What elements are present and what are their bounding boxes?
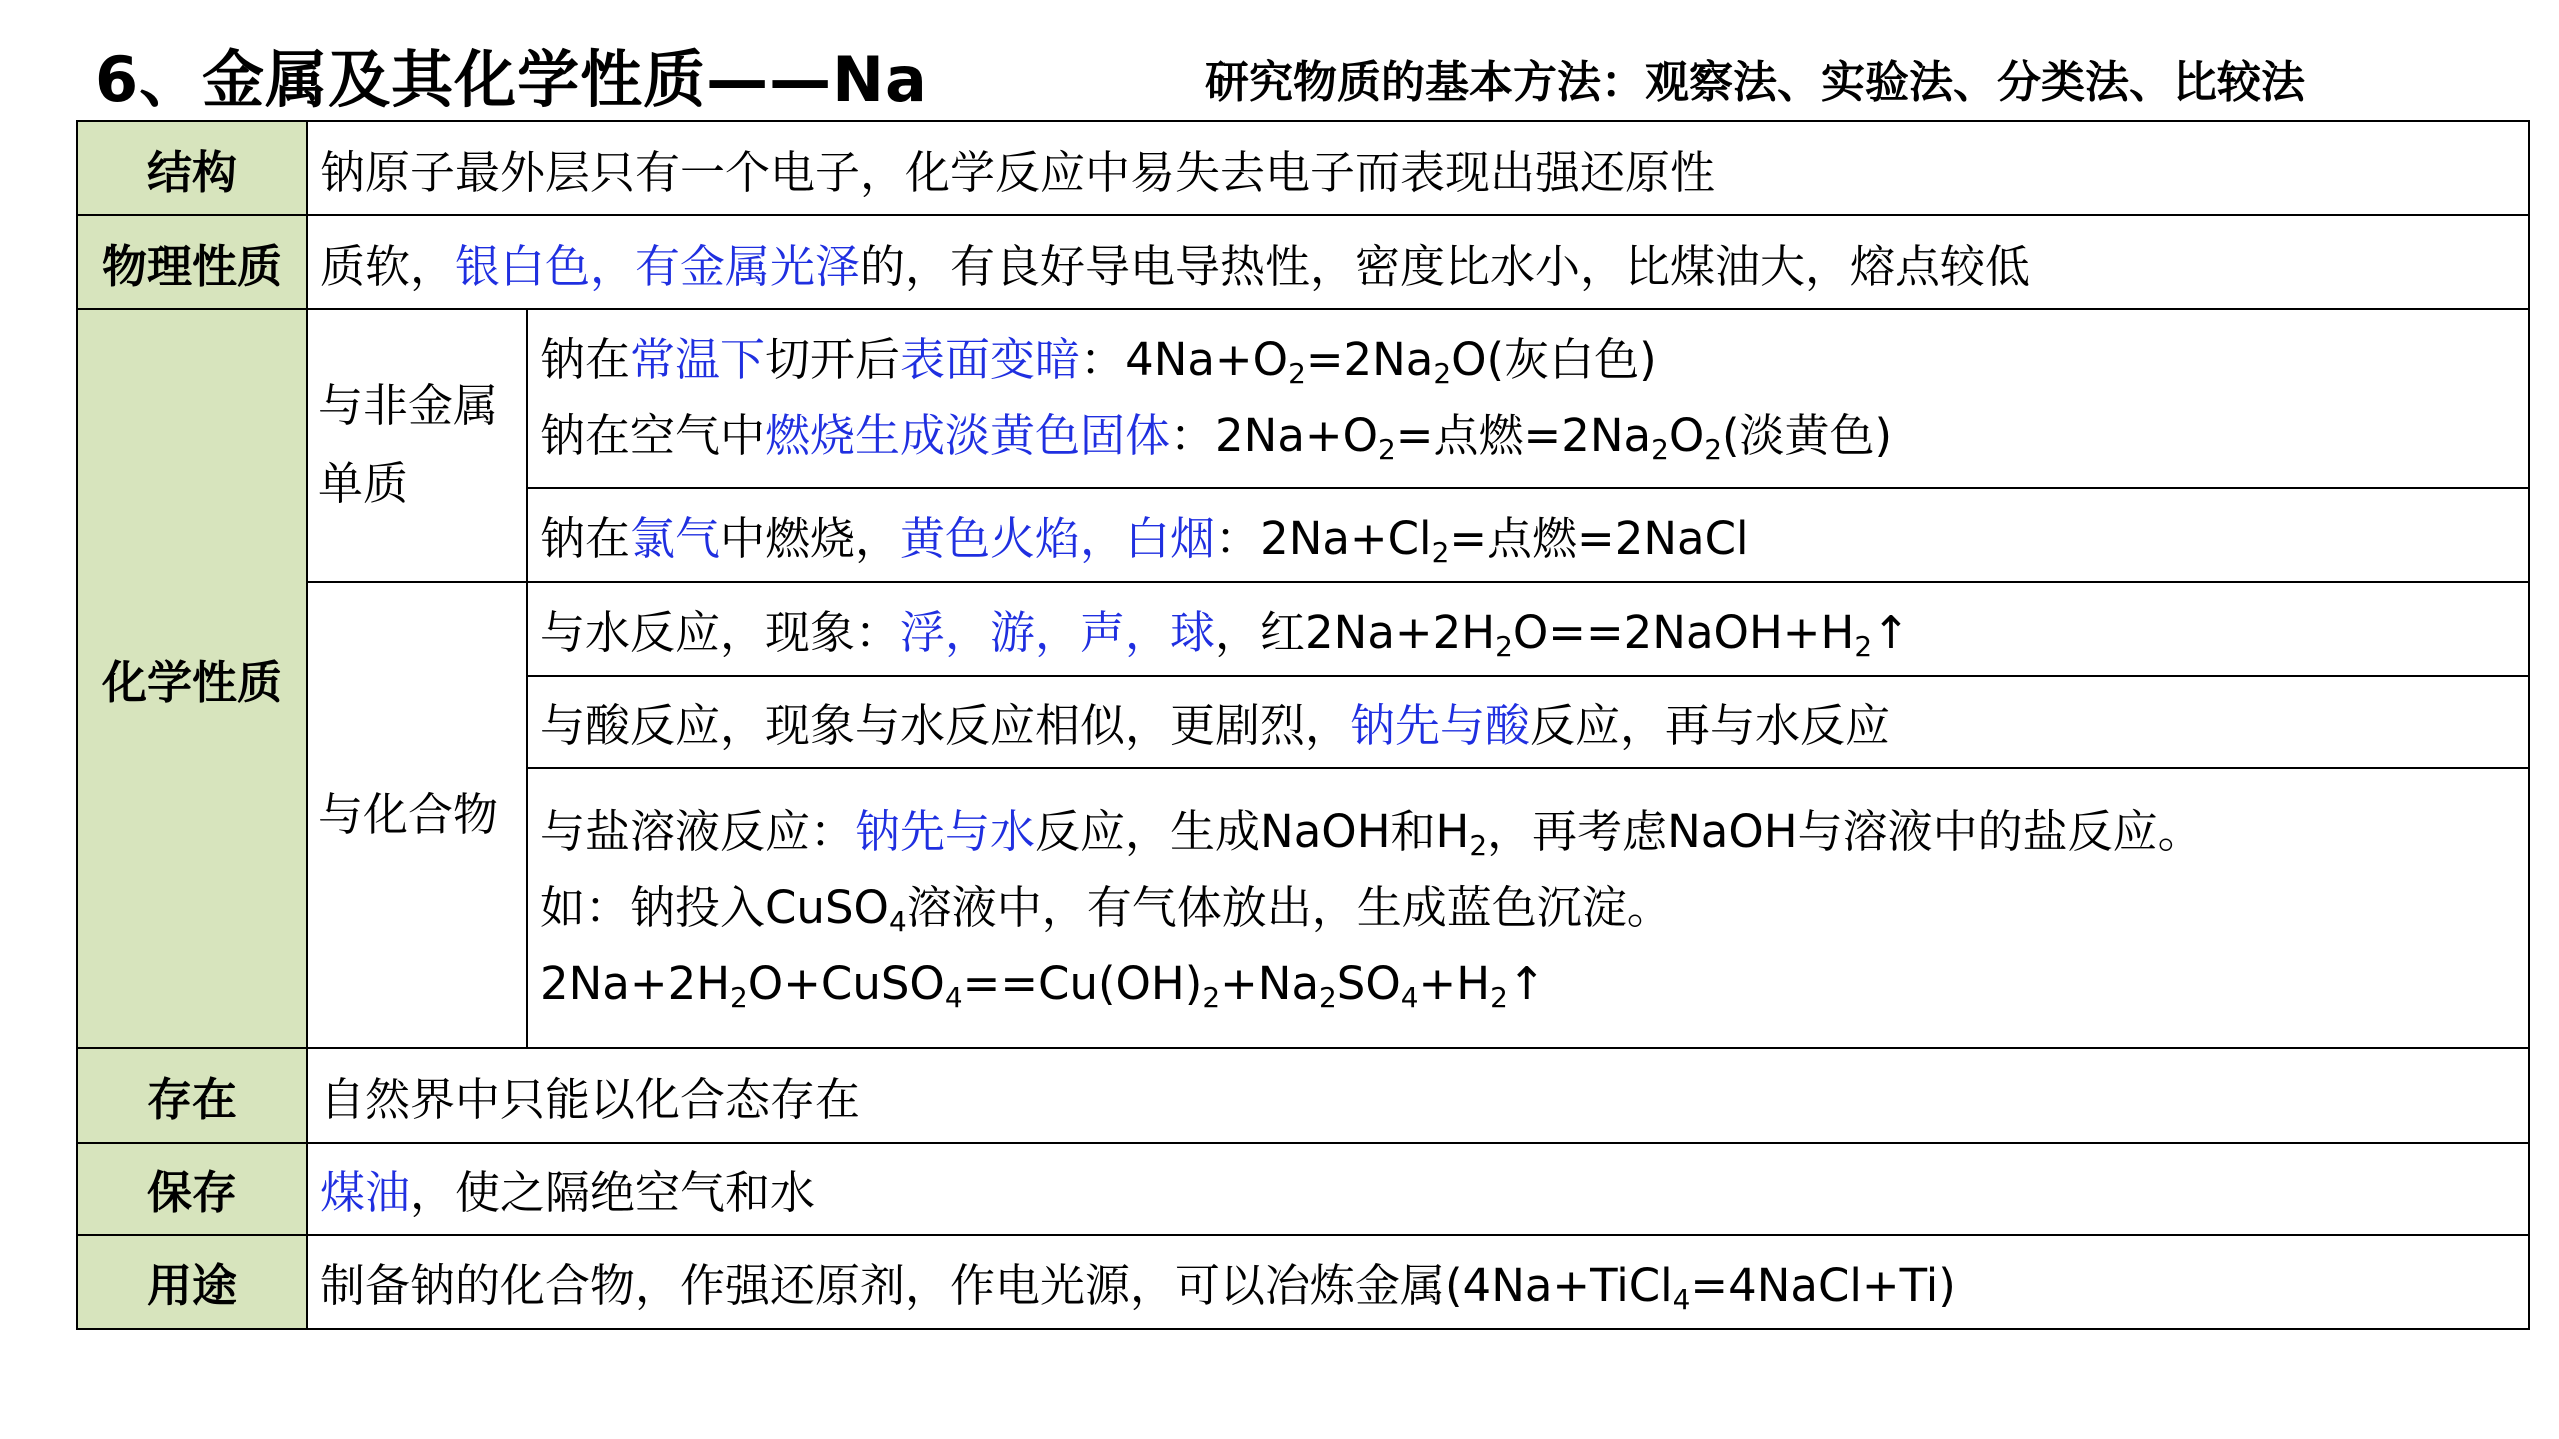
table-row-chemical-water <box>77 582 2529 676</box>
physical-text <box>307 215 2529 309</box>
text-run: 钠在 <box>540 333 631 387</box>
subscript: 4 <box>1400 981 1419 1014</box>
text-run: 与水反应，现象： <box>540 606 901 660</box>
sub-label-nonmetal: 与非金属单质 <box>307 309 527 581</box>
highlight-sodium-acid-first: 钠先与酸 <box>1350 699 1531 753</box>
subscript: 2 <box>1704 433 1722 467</box>
text-run: 钠在空气中 <box>540 409 766 463</box>
text-run: 与酸反应，现象与水反应相似，更剧烈， <box>540 699 1351 753</box>
salt-line-2 <box>540 870 2516 946</box>
text-run: 钠在 <box>540 512 631 566</box>
text-run: 切开后 <box>765 333 901 387</box>
formula-run: ==Cu(OH) <box>962 957 1203 1011</box>
text-run: 与盐溶液反应： <box>540 805 856 859</box>
page-title: 6、金属及其化学性质——Na <box>95 43 928 116</box>
subscript: 2 <box>1469 829 1488 862</box>
salt-line-1 <box>540 794 2516 870</box>
formula-run: =点燃=2Na <box>1395 409 1652 463</box>
formula-run: +H <box>1418 957 1491 1011</box>
formula-run: (淡黄色) <box>1721 409 1893 463</box>
physical-part-1: 质软， <box>320 239 456 293</box>
formula-run: =2Na <box>1305 333 1434 387</box>
highlight-kerosene: 煤油 <box>320 1166 411 1220</box>
formula-run: O==2NaOH+H <box>1512 606 1855 660</box>
text-run: 反应，再与水反应 <box>1530 699 1891 753</box>
row-label-existence: 存在 <box>77 1048 307 1142</box>
text-run: ，使之隔绝空气和水 <box>410 1166 816 1220</box>
text-run: ，再考虑NaOH与溶液中的盐反应。 <box>1487 805 2203 859</box>
formula-run: +Na <box>1220 957 1320 1011</box>
highlight-chlorine: 氯气 <box>630 512 721 566</box>
table-row-structure <box>77 121 2529 215</box>
subscript: 2 <box>1288 357 1306 391</box>
compound-water-text <box>527 582 2529 676</box>
oxygen-burning-line <box>540 398 2516 474</box>
formula-run: ：2Na+O <box>1170 409 1379 463</box>
subscript: 4 <box>1672 1283 1691 1317</box>
formula-run: O(灰白色) <box>1451 333 1657 387</box>
formula-run: =点燃=2NaCl <box>1449 512 1749 566</box>
oxygen-room-temp-line <box>540 322 2516 398</box>
table-row-physical <box>77 215 2529 309</box>
subscript: 2 <box>1431 535 1450 569</box>
row-label-storage: 保存 <box>77 1143 307 1235</box>
row-label-structure: 结构 <box>77 121 307 215</box>
formula-run: ：2Na+Cl <box>1215 512 1432 566</box>
highlight-surface-darkens: 表面变暗 <box>900 333 1081 387</box>
compound-salt-text <box>527 768 2529 1048</box>
table-row-existence <box>77 1048 2529 1142</box>
formula-run: ↑ <box>1507 957 1546 1011</box>
subscript: 2 <box>730 981 748 1014</box>
physical-part-3: 的，有良好导电导热性，密度比水小，比煤油大，熔点较低 <box>860 239 2031 293</box>
highlight-yellow-solid: 燃烧生成淡黄色固体 <box>765 409 1171 463</box>
sub-label-compound: 与化合物 <box>307 582 527 1049</box>
highlight-sodium-water-first: 钠先与水 <box>855 805 1036 859</box>
compound-acid-text <box>527 676 2529 768</box>
text-run: 如：钠投入CuSO <box>540 881 889 935</box>
text-run: =4NaCl+Ti) <box>1690 1259 1956 1313</box>
table-row-uses <box>77 1235 2529 1329</box>
formula-run: 2Na+2H <box>540 957 731 1011</box>
sodium-properties-table <box>76 120 2530 1330</box>
subscript: 2 <box>1651 433 1669 467</box>
highlight-yellow-flame: 黄色火焰，白烟 <box>900 512 1216 566</box>
text-run: 制备钠的化合物，作强还原剂，作电光源，可以冶炼金属(4Na+TiCl <box>320 1259 1673 1313</box>
subscript: 2 <box>1854 630 1873 664</box>
text-run: 反应，生成NaOH和H <box>1035 805 1470 859</box>
subscript: 2 <box>1378 433 1396 467</box>
highlight-room-temp: 常温下 <box>630 333 766 387</box>
salt-line-3-equation <box>540 946 2516 1022</box>
structure-text: 钠原子最外层只有一个电子，化学反应中易失去电子而表现出强还原性 <box>307 121 2529 215</box>
formula-run: ：4Na+O <box>1080 333 1289 387</box>
table-row-storage <box>77 1143 2529 1235</box>
subscript: 4 <box>944 981 963 1014</box>
existence-text: 自然界中只能以化合态存在 <box>307 1048 2529 1142</box>
text-run: 中燃烧， <box>720 512 901 566</box>
table-row-chemical-nonmetal-oxygen <box>77 309 2529 487</box>
nonmetal-chlorine-text <box>527 488 2529 582</box>
highlight-phenomena: 浮，游，声，球 <box>900 606 1216 660</box>
uses-text <box>307 1235 2529 1329</box>
subscript: 2 <box>1433 357 1452 391</box>
text-run: 溶液中，有气体放出，生成蓝色沉淀。 <box>906 881 1672 935</box>
subscript: 2 <box>1319 981 1337 1014</box>
nonmetal-oxygen-text <box>527 309 2529 487</box>
formula-run: ，红2Na+2H <box>1215 606 1496 660</box>
storage-text <box>307 1143 2529 1235</box>
subscript: 2 <box>1495 630 1513 664</box>
formula-run: SO <box>1336 957 1401 1011</box>
subscript: 4 <box>888 905 907 938</box>
row-label-chemical: 化学性质 <box>77 309 307 1048</box>
page-subtitle: 研究物质的基本方法：观察法、实验法、分类法、比较法 <box>1205 57 2305 108</box>
row-label-physical: 物理性质 <box>77 215 307 309</box>
formula-run: ↑ <box>1872 606 1910 660</box>
physical-highlight: 银白色，有金属光泽 <box>455 239 861 293</box>
row-label-uses: 用途 <box>77 1235 307 1329</box>
subscript: 2 <box>1202 981 1221 1014</box>
subscript: 2 <box>1490 981 1508 1014</box>
formula-run: O <box>1668 409 1705 463</box>
formula-run: O+CuSO <box>747 957 945 1011</box>
